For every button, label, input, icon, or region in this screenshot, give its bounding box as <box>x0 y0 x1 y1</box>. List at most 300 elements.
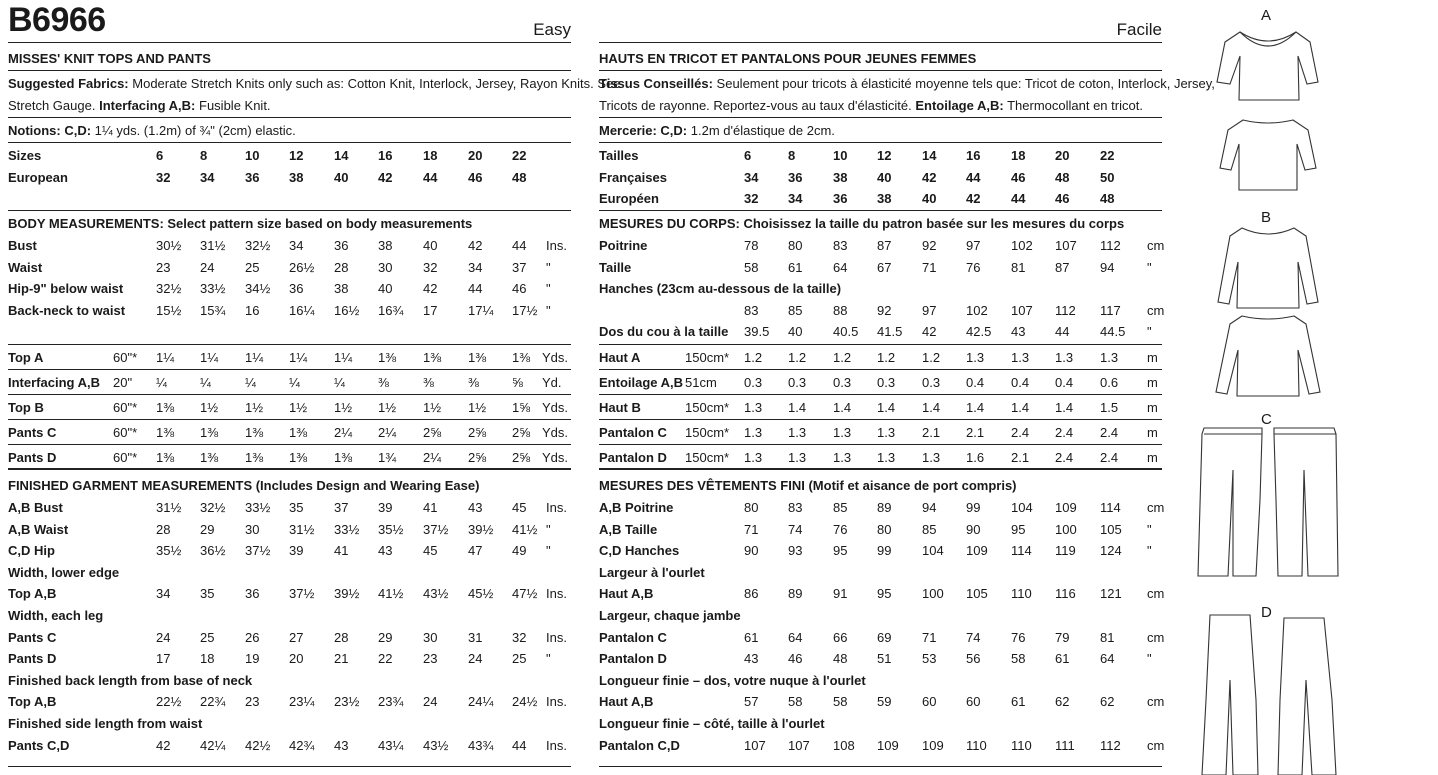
size-header: 20 <box>468 148 483 163</box>
value-cell: 32½ <box>200 500 226 515</box>
value-cell: 2⅝ <box>423 425 442 440</box>
value-cell: 39½ <box>468 521 494 537</box>
value-cell: 23 <box>156 259 171 275</box>
value-cell: 86 <box>744 586 759 602</box>
row-label: Longueur finie – dos, votre nuque à l'ourlet <box>599 672 866 688</box>
divider <box>599 344 1162 345</box>
value-cell: 1⅜ <box>289 450 308 465</box>
value-cell: 102 <box>966 302 988 318</box>
fabric-width: 60"* <box>113 425 138 440</box>
value-cell: 1½ <box>289 400 308 415</box>
difficulty-level: Easy <box>533 20 571 39</box>
value-cell: 92 <box>877 302 892 318</box>
value-cell: 34 <box>468 259 483 275</box>
value-cell: 28 <box>334 259 349 275</box>
value-cell: 1⅜ <box>200 425 219 440</box>
value-cell: 100 <box>1055 521 1077 537</box>
row-label: Taille <box>599 259 632 275</box>
value-cell: 0.3 <box>833 375 852 390</box>
value-cell: 1.3 <box>1011 350 1030 365</box>
value-cell: 35½ <box>378 521 404 537</box>
value-cell: 41 <box>423 500 438 515</box>
value-cell: 1.3 <box>744 450 763 465</box>
row-label: A,B Bust <box>8 500 63 515</box>
notions-text: 1.2m d'élastique de 2cm. <box>690 123 835 138</box>
value-cell: 2.1 <box>966 425 985 440</box>
divider <box>8 42 571 43</box>
value-cell: 89 <box>877 500 892 515</box>
top-b-back-icon <box>1216 316 1320 396</box>
value-cell: 60 <box>966 694 981 710</box>
row-label: Pants D <box>8 450 57 465</box>
value-cell: 85 <box>833 500 848 515</box>
value-cell: 1⅝ <box>512 400 531 415</box>
value-cell: 116 <box>1055 586 1076 602</box>
value-cell: 111 <box>1055 737 1075 753</box>
value-cell: 22¾ <box>200 694 226 710</box>
value-cell: 44 <box>512 238 527 253</box>
size-header: 18 <box>1011 148 1026 163</box>
row-label: Haut A,B <box>599 586 654 602</box>
value-cell: 81 <box>1100 629 1115 645</box>
size-header: 14 <box>334 148 349 163</box>
value-cell: 2.1 <box>922 425 941 440</box>
unit-cell: Yds. <box>542 350 569 365</box>
unit-cell: Ins. <box>546 629 567 645</box>
divider <box>8 468 571 470</box>
value-cell: ¼ <box>289 375 300 390</box>
value-cell: 1½ <box>468 400 487 415</box>
value-cell: 110 <box>1011 737 1032 753</box>
value-cell: 2¼ <box>423 450 442 465</box>
value-cell: 56 <box>966 651 981 667</box>
value-cell: 43½ <box>423 737 449 753</box>
value-cell: 1⅜ <box>156 425 175 440</box>
size-header: 42 <box>966 191 981 206</box>
size-header: 38 <box>877 191 892 206</box>
unit-cell: " <box>546 281 551 297</box>
value-cell: 1.4 <box>1011 400 1030 415</box>
row-label: Haut A <box>599 350 641 365</box>
row-label: Finished back length from base of neck <box>8 672 253 688</box>
value-cell: 92 <box>922 238 937 253</box>
pants-c-front-icon <box>1198 428 1262 576</box>
section-heading: FINISHED GARMENT MEASUREMENTS (Includes Design and Wearing Ease) <box>8 478 480 493</box>
value-cell: 71 <box>744 521 759 537</box>
value-cell: 105 <box>966 586 988 602</box>
size-header: 22 <box>1100 148 1115 163</box>
garment-drawings <box>1188 0 1438 775</box>
value-cell: 89 <box>788 586 803 602</box>
size-header: 22 <box>512 148 527 163</box>
value-cell: 112 <box>1055 302 1076 318</box>
value-cell: 109 <box>966 543 988 559</box>
row-label: Interfacing A,B <box>8 375 100 390</box>
value-cell: 29 <box>200 521 215 537</box>
value-cell: 34½ <box>245 281 271 297</box>
value-cell: 1.3 <box>833 450 852 465</box>
size-header: 6 <box>156 148 164 163</box>
unit-cell: cm <box>1147 629 1165 645</box>
section-heading: MESURES DES VÊTEMENTS FINI (Motif et aisance de port compris) <box>599 478 1017 493</box>
value-cell: 121 <box>1100 586 1122 602</box>
value-cell: 17 <box>423 302 438 318</box>
value-cell: 16¼ <box>289 302 315 318</box>
value-cell: 36 <box>245 586 260 602</box>
value-cell: 0.4 <box>1011 375 1030 390</box>
size-header: 18 <box>423 148 438 163</box>
value-cell: 1.4 <box>966 400 985 415</box>
value-cell: 37 <box>512 259 527 275</box>
fabrics-text-2: Tricots de rayonne. Reportez-vous au taux d'élasticité. <box>599 98 912 113</box>
value-cell: 64 <box>1100 651 1115 667</box>
pants-d-back-icon <box>1278 618 1336 775</box>
value-cell: 76 <box>833 521 848 537</box>
fabrics-text: Seulement pour tricots à élasticité moyenne tels que: Tricot de coton, Interlock, Jersey, <box>716 76 1215 91</box>
value-cell: 1.3 <box>788 425 807 440</box>
notions-text: 1¼ yds. (1.2m) of ¾" (2cm) elastic. <box>94 123 296 138</box>
value-cell: 42.5 <box>966 324 992 340</box>
value-cell: 0.3 <box>788 375 807 390</box>
value-cell: 61 <box>788 259 803 275</box>
value-cell: 1⅜ <box>468 350 487 365</box>
value-cell: 83 <box>744 302 759 318</box>
value-cell: 41½ <box>378 586 404 602</box>
value-cell: 39 <box>289 543 304 559</box>
value-cell: 109 <box>1055 500 1077 515</box>
value-cell: 58 <box>788 694 803 710</box>
value-cell: 24 <box>423 694 438 710</box>
value-cell: 24 <box>468 651 483 667</box>
value-cell: 61 <box>744 629 759 645</box>
value-cell: ⅜ <box>378 375 389 390</box>
row-label: Top A,B <box>8 586 57 602</box>
value-cell: 31½ <box>156 500 182 515</box>
value-cell: 91 <box>833 586 848 602</box>
value-cell: 43¾ <box>468 737 494 753</box>
value-cell: 19 <box>245 651 260 667</box>
value-cell: ¼ <box>245 375 256 390</box>
value-cell: 49 <box>512 543 527 559</box>
value-cell: 43 <box>468 500 483 515</box>
value-cell: 71 <box>922 259 937 275</box>
value-cell: 16¾ <box>378 302 404 318</box>
unit-cell: Ins. <box>546 238 567 253</box>
value-cell: 110 <box>966 737 987 753</box>
value-cell: 1.3 <box>1055 350 1074 365</box>
size-header: 46 <box>468 170 483 185</box>
row-label: Pantalon D <box>599 450 667 465</box>
value-cell: 95 <box>833 543 848 559</box>
value-cell: 31½ <box>200 238 226 253</box>
value-cell: 80 <box>877 521 892 537</box>
size-header: 48 <box>512 170 527 185</box>
fabric-width: 60"* <box>113 350 138 365</box>
unit-cell: Yd. <box>542 375 562 390</box>
value-cell: 119 <box>1055 543 1076 559</box>
value-cell: 110 <box>1011 586 1032 602</box>
notions-label: Notions: C,D: <box>8 123 92 138</box>
fabrics-text-2: Stretch Gauge. <box>8 98 96 113</box>
value-cell: 30½ <box>156 238 182 253</box>
value-cell: 1½ <box>423 400 442 415</box>
european-label: European <box>8 170 68 185</box>
row-label: Back-neck to waist <box>8 302 126 318</box>
value-cell: 1.4 <box>877 400 896 415</box>
value-cell: 27 <box>289 629 304 645</box>
size-header: 34 <box>744 170 759 185</box>
value-cell: 45½ <box>468 586 494 602</box>
value-cell: 1.2 <box>788 350 807 365</box>
value-cell: 107 <box>1055 238 1077 253</box>
value-cell: 81 <box>1011 259 1026 275</box>
value-cell: 97 <box>922 302 937 318</box>
value-cell: 2⅝ <box>512 425 531 440</box>
pants-c-back-icon <box>1274 428 1338 576</box>
value-cell: 85 <box>922 521 937 537</box>
europeen-label: Européen <box>599 191 659 206</box>
value-cell: 48 <box>833 651 848 667</box>
size-header: 40 <box>334 170 349 185</box>
value-cell: 0.3 <box>922 375 941 390</box>
value-cell: 1¼ <box>334 350 353 365</box>
divider <box>599 117 1162 118</box>
value-cell: 46 <box>512 281 527 297</box>
value-cell: 17 <box>156 651 171 667</box>
value-cell: 62 <box>1100 694 1115 710</box>
sizes-label: Tailles <box>599 148 639 163</box>
fabric-width: 150cm* <box>685 400 730 415</box>
value-cell: 1.3 <box>788 450 807 465</box>
size-header: 42 <box>922 170 937 185</box>
value-cell: 23¾ <box>378 694 404 710</box>
row-label: A,B Taille <box>599 521 658 537</box>
value-cell: 35 <box>200 586 215 602</box>
divider <box>599 42 1162 43</box>
value-cell: 44 <box>512 737 527 753</box>
value-cell: 88 <box>833 302 848 318</box>
divider <box>8 344 571 345</box>
divider <box>8 369 571 370</box>
value-cell: 42 <box>922 324 937 340</box>
value-cell: 67 <box>877 259 892 275</box>
divider <box>599 394 1162 395</box>
value-cell: 31 <box>468 629 483 645</box>
value-cell: 22½ <box>156 694 182 710</box>
value-cell: 46 <box>788 651 803 667</box>
row-label: Bust <box>8 238 37 253</box>
interfacing-text: Thermocollant en tricot. <box>1007 98 1143 113</box>
value-cell: 24½ <box>512 694 538 710</box>
unit-cell: m <box>1147 350 1158 365</box>
value-cell: 99 <box>877 543 892 559</box>
unit-cell: m <box>1147 450 1158 465</box>
size-header: 14 <box>922 148 937 163</box>
value-cell: 42½ <box>245 737 271 753</box>
value-cell: 43¼ <box>378 737 404 753</box>
value-cell: 64 <box>788 629 803 645</box>
interfacing-label: Interfacing A,B: <box>99 98 196 113</box>
row-label: Largeur, chaque jambe <box>599 608 741 623</box>
value-cell: 2.4 <box>1055 450 1074 465</box>
value-cell: 38 <box>378 238 393 253</box>
row-label: Poitrine <box>599 238 648 253</box>
value-cell: 58 <box>744 259 759 275</box>
pattern-code: B6966 <box>8 1 106 39</box>
value-cell: 16½ <box>334 302 360 318</box>
value-cell: 104 <box>922 543 944 559</box>
value-cell: 45 <box>423 543 438 559</box>
value-cell: 1.3 <box>922 450 941 465</box>
unit-cell: " <box>546 302 551 318</box>
value-cell: 15¾ <box>200 302 226 318</box>
value-cell: 18 <box>200 651 215 667</box>
value-cell: 24 <box>200 259 215 275</box>
value-cell: 114 <box>1011 543 1032 559</box>
value-cell: 94 <box>1100 259 1115 275</box>
value-cell: ¼ <box>334 375 345 390</box>
value-cell: 1.3 <box>744 425 763 440</box>
value-cell: 45 <box>512 500 527 515</box>
value-cell: 43½ <box>423 586 449 602</box>
value-cell: 32 <box>512 629 527 645</box>
size-header: 36 <box>245 170 260 185</box>
unit-cell: " <box>1147 543 1152 559</box>
value-cell: 22 <box>378 651 393 667</box>
value-cell: 83 <box>833 238 848 253</box>
value-cell: ⅝ <box>512 375 523 390</box>
row-label: Entoilage A,B <box>599 375 684 390</box>
value-cell: 107 <box>744 737 766 753</box>
value-cell: 37½ <box>423 521 449 537</box>
fabrics-label: Suggested Fabrics: <box>8 76 129 91</box>
value-cell: 24¼ <box>468 694 494 710</box>
value-cell: 29 <box>378 629 393 645</box>
value-cell: 23¼ <box>289 694 315 710</box>
value-cell: 59 <box>877 694 892 710</box>
row-label: Pants C,D <box>8 737 70 753</box>
value-cell: 1⅜ <box>334 450 353 465</box>
value-cell: 38 <box>334 281 349 297</box>
value-cell: 31½ <box>289 521 315 537</box>
value-cell: 33½ <box>334 521 360 537</box>
value-cell: 114 <box>1100 500 1121 515</box>
value-cell: 44 <box>468 281 483 297</box>
unit-cell: Yds. <box>542 425 569 440</box>
value-cell: 2.4 <box>1055 425 1074 440</box>
view-label-a: A <box>1261 7 1272 24</box>
value-cell: 39.5 <box>744 324 770 340</box>
value-cell: 61 <box>1055 651 1070 667</box>
value-cell: 80 <box>744 500 759 515</box>
fabric-width: 60"* <box>113 450 138 465</box>
size-header: 20 <box>1055 148 1070 163</box>
value-cell: ⅜ <box>423 375 434 390</box>
value-cell: 61 <box>1011 694 1026 710</box>
value-cell: ¼ <box>200 375 211 390</box>
unit-cell: cm <box>1147 500 1165 515</box>
value-cell: 117 <box>1100 302 1121 318</box>
value-cell: 1.3 <box>877 450 896 465</box>
value-cell: 0.3 <box>877 375 896 390</box>
size-header: 34 <box>788 191 803 206</box>
value-cell: 1.3 <box>1100 350 1119 365</box>
size-header: 16 <box>378 148 393 163</box>
divider <box>8 210 571 211</box>
value-cell: 43 <box>334 737 349 753</box>
value-cell: 60 <box>922 694 937 710</box>
value-cell: 1½ <box>334 400 353 415</box>
row-label: Pants D <box>8 651 57 667</box>
value-cell: 51 <box>877 651 892 667</box>
value-cell: 35½ <box>156 543 182 559</box>
value-cell: 2⅝ <box>512 450 531 465</box>
divider <box>8 444 571 445</box>
value-cell: 23 <box>245 694 260 710</box>
notions-line <box>8 123 296 139</box>
value-cell: 0.3 <box>744 375 763 390</box>
value-cell: 23½ <box>334 694 360 710</box>
value-cell: 1.2 <box>877 350 896 365</box>
fabric-width: 51cm <box>685 375 717 390</box>
fabrics-line-2 <box>8 98 271 114</box>
value-cell: 1.3 <box>833 425 852 440</box>
unit-cell: cm <box>1147 302 1165 318</box>
value-cell: 2.4 <box>1011 425 1030 440</box>
value-cell: 105 <box>1100 521 1122 537</box>
value-cell: 34 <box>289 238 304 253</box>
value-cell: 25 <box>200 629 215 645</box>
value-cell: 2.1 <box>1011 450 1030 465</box>
value-cell: 53 <box>922 651 937 667</box>
value-cell: 95 <box>877 586 892 602</box>
value-cell: 78 <box>744 238 759 253</box>
size-header: 44 <box>966 170 981 185</box>
unit-cell: " <box>1147 521 1152 537</box>
value-cell: 43 <box>378 543 393 559</box>
divider <box>599 142 1162 143</box>
fabrics-line-1 <box>599 76 1215 92</box>
size-header: 48 <box>1100 191 1115 206</box>
value-cell: 104 <box>1011 500 1033 515</box>
value-cell: ¼ <box>156 375 167 390</box>
francaises-label: Françaises <box>599 170 667 185</box>
unit-cell: m <box>1147 400 1158 415</box>
value-cell: 39½ <box>334 586 360 602</box>
pattern-title: HAUTS EN TRICOT ET PANTALONS POUR JEUNES FEMMES <box>599 51 977 66</box>
divider <box>8 419 571 420</box>
value-cell: 95 <box>1011 521 1026 537</box>
row-label: Width, each leg <box>8 608 104 623</box>
value-cell: 112 <box>1100 737 1121 753</box>
value-cell: 41 <box>334 543 349 559</box>
value-cell: 1¼ <box>156 350 175 365</box>
value-cell: 1.3 <box>744 400 763 415</box>
value-cell: 20 <box>289 651 304 667</box>
row-label: Top B <box>8 400 44 415</box>
row-label: Longueur finie – côté, taille à l'ourlet <box>599 716 825 731</box>
divider <box>599 444 1162 445</box>
size-header: 40 <box>922 191 937 206</box>
divider <box>8 70 571 71</box>
unit-cell: Ins. <box>546 586 567 602</box>
fabric-width: 150cm* <box>685 350 730 365</box>
value-cell: 2.4 <box>1100 425 1119 440</box>
value-cell: 1.2 <box>744 350 763 365</box>
value-cell: 76 <box>1011 629 1026 645</box>
value-cell: 34 <box>156 586 171 602</box>
divider <box>599 419 1162 420</box>
